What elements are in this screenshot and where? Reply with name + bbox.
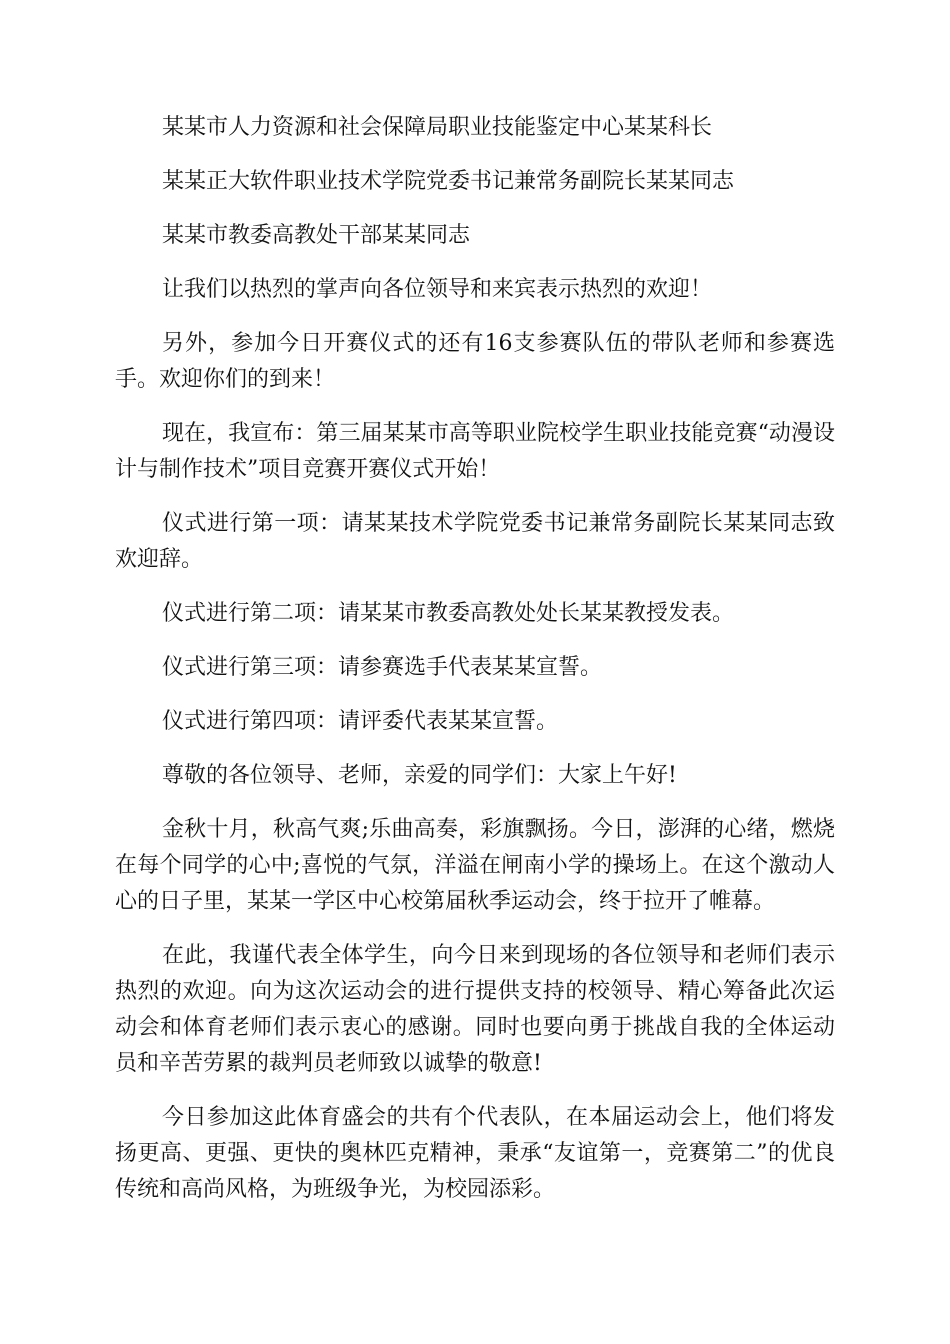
- paragraph-greeting: 尊敬的各位领导、老师，亲爱的同学们：大家上午好!: [162, 763, 677, 788]
- paragraph-item-3: 仪式进行第三项：请参赛选手代表某某宣誓。: [162, 655, 603, 680]
- paragraph-teams: 另外，参加今日开赛仪式的还有16支参赛队伍的带队老师和参赛选手。欢迎你们的到来！: [115, 331, 835, 392]
- paragraph-autumn: 金秋十月，秋高气爽;乐曲高奏，彩旗飘扬。今日，澎湃的心绪，燃烧在每个同学的心中;喜悦的气氛，洋溢在闸南小学的操场上。在这个激动人心的日子里，某某一学区中心校第届秋季运动会，终于拉开了帷幕。: [115, 817, 835, 914]
- paragraph-welcome: 让我们以热烈的掌声向各位领导和来宾表示热烈的欢迎！: [162, 277, 713, 302]
- paragraph-announcement: 现在，我宣布：第三届某某市高等职业院校学生职业技能竞赛“动漫设计与制作技术”项目竞赛开赛仪式开始！: [115, 421, 835, 482]
- paragraph-item-2: 仪式进行第二项：请某某市教委高教处处长某某教授发表。: [162, 601, 735, 626]
- paragraph-item-1: 仪式进行第一项：请某某技术学院党委书记兼常务副院长某某同志致欢迎辞。: [115, 511, 835, 572]
- paragraph-item-4: 仪式进行第四项：请评委代表某某宣誓。: [162, 709, 559, 734]
- document-page: [115, 110, 835, 1226]
- paragraph-thanks: 在此，我谨代表全体学生，向今日来到现场的各位领导和老师们表示热烈的欢迎。向为这次运动会的进行提供支持的校领导、精心筹备此次运动会和体育老师们表示衷心的感谢。同时也要向勇于挑战自我的全体运动员和辛苦劳累的裁判员老师致以诚挚的敬意!: [115, 943, 835, 1076]
- paragraph-guest-2: 某某正大软件职业技术学院党委书记兼常务副院长某某同志: [162, 169, 735, 194]
- paragraph-guest-3: 某某市教委高教处干部某某同志: [162, 223, 471, 248]
- paragraph-teams-spirit: 今日参加这此体育盛会的共有个代表队，在本届运动会上，他们将发扬更高、更强、更快的奥林匹克精神，秉承“友谊第一，竞赛第二”的优良传统和高尚风格，为班级争光，为校园添彩。: [115, 1105, 835, 1202]
- paragraph-guest-1: 某某市人力资源和社会保障局职业技能鉴定中心某某科长: [162, 115, 713, 140]
